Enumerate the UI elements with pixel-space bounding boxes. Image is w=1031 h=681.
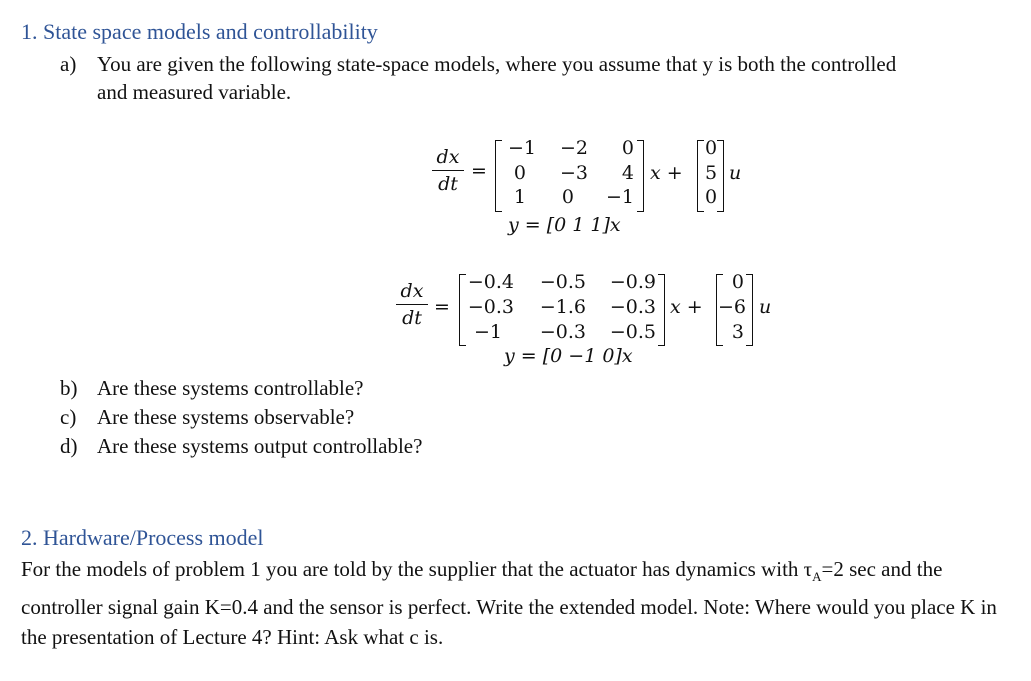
model-2-A-cell: −1.6 — [539, 296, 586, 318]
model-1-A-cell: 1 — [513, 186, 526, 208]
model-1-A-cell: 0 — [513, 162, 526, 184]
model-2-equals: = — [434, 296, 450, 318]
model-2-u: u — [759, 296, 772, 318]
model-1-x-plus: x + — [650, 162, 683, 184]
model-1-B-right-bracket — [717, 140, 724, 212]
model-1-B-cell: 0 — [704, 186, 718, 208]
model-1-A-cell: −1 — [605, 186, 634, 208]
item-a-label: a) — [60, 52, 77, 76]
model-1-B-cell: 0 — [704, 137, 718, 159]
item-a-line-1: You are given the following state-space models, where you assume that y is both the controlled — [97, 52, 897, 76]
question-b-label: b) — [60, 376, 78, 400]
model-1-A-left-bracket — [495, 140, 502, 212]
model-2-A-cell: −0.9 — [609, 271, 656, 293]
model-2-A-cell: −1 — [473, 321, 502, 343]
model-2-B-cell: −6 — [718, 296, 747, 318]
model-2-dx: dx — [400, 280, 424, 302]
question-d-label: d) — [60, 434, 78, 458]
section-1-heading: 1. State space models and controllability — [21, 19, 378, 44]
model-1-dx: dx — [436, 146, 460, 168]
section-2-heading: 2. Hardware/Process model — [21, 525, 264, 550]
model-1-equals: = — [471, 160, 487, 182]
model-1-A-cell: −2 — [559, 137, 588, 159]
model-1-u: u — [729, 162, 742, 184]
model-2-derivative — [396, 280, 428, 329]
model-2-A-right-bracket — [658, 274, 665, 346]
question-d-text: Are these systems output controllable? — [97, 434, 423, 458]
model-1-A-cell: −1 — [507, 137, 536, 159]
question-c-label: c) — [60, 405, 77, 429]
model-2-A-cell: −0.5 — [609, 321, 656, 343]
model-1-output-equation: y = [0 1 1]x — [508, 214, 621, 236]
model-2-A-cell: −0.3 — [609, 296, 656, 318]
model-1-dt: dt — [438, 173, 458, 195]
question-b-text: Are these systems controllable? — [97, 376, 364, 400]
model-1-A-cell: 0 — [561, 186, 574, 208]
model-2-dt: dt — [402, 307, 422, 329]
model-1-A-cell: 0 — [621, 137, 634, 159]
question-c-text: Are these systems observable? — [97, 405, 355, 429]
model-1-A-cell: 4 — [621, 162, 634, 184]
model-2-A-cell: −0.3 — [539, 321, 586, 343]
model-1-A-right-bracket — [637, 140, 644, 212]
section-2-body: For the models of problem 1 you are told by the supplier that the actuator has dynamics with $\tau_A=2$ sec and the controller signal gain K=0.4 and the sensor is perfect. Write the extended model. Note: Where would you place K in the presentation of Lecture 4? Hint: Ask what c is. — [21, 557, 997, 650]
model-2-B-cell: 0 — [731, 271, 744, 293]
model-2-A-cell: −0.5 — [539, 271, 586, 293]
model-2-x-plus: x + — [670, 296, 703, 318]
model-1-derivative — [432, 146, 464, 195]
model-2-A-cell: −0.3 — [467, 296, 514, 318]
item-a-line-2: and measured variable. — [97, 80, 292, 104]
model-2-B-right-bracket — [746, 274, 753, 346]
model-2-A-cell: −0.4 — [467, 271, 514, 293]
model-2-output-equation: y = [0 −1 0]x — [504, 345, 633, 367]
model-1-B-cell: 5 — [704, 162, 718, 184]
model-2-B-cell: 3 — [731, 321, 744, 343]
model-1-A-cell: −3 — [559, 162, 588, 184]
